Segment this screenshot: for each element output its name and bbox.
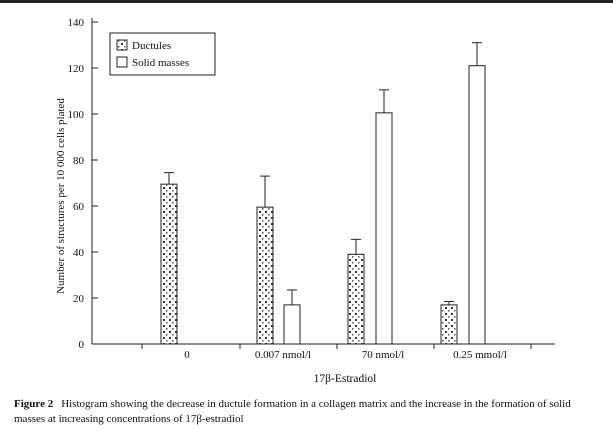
- legend: [110, 33, 215, 75]
- x-tick-label: 70 nmol/l: [361, 349, 405, 361]
- ductules-bar: [441, 305, 457, 344]
- x-tick-label: 0: [184, 349, 190, 361]
- caption-label: Figure 2: [14, 398, 54, 410]
- x-tick-label: 0.25 mmol/l: [453, 349, 507, 361]
- y-tick-label: 140: [67, 17, 84, 29]
- ductules-bar: [348, 254, 364, 344]
- y-tick-label: 20: [73, 293, 84, 305]
- solid-masses-bar: [376, 113, 392, 344]
- bars: [161, 43, 485, 344]
- solid-masses-bar: [284, 305, 300, 344]
- y-tick-label: 40: [73, 247, 84, 259]
- x-axis-title: 17β-Estradiol: [313, 373, 377, 385]
- legend-swatch-solid-masses: [117, 57, 127, 67]
- y-axis-title: Number of structures per 10 000 cells plated: [55, 98, 67, 294]
- y-tick-label: 80: [73, 155, 84, 167]
- legend-swatch-ductules: [117, 40, 127, 50]
- y-tick-label: 100: [67, 109, 84, 121]
- ductules-bar: [161, 184, 177, 344]
- y-tick-label: 120: [67, 63, 84, 75]
- solid-masses-bar: [469, 66, 485, 344]
- y-tick-label: 60: [73, 201, 84, 213]
- figure-caption: [14, 397, 604, 427]
- caption-text: Histogram showing the decrease in ductule formation in a collagen matrix and the increase in the formation of solid masses at increasing concentrations of 17β-estradiol: [14, 398, 571, 425]
- legend-label: Ductules: [132, 40, 172, 52]
- x-tick-label: 0.007 nmol/l: [254, 349, 312, 361]
- y-tick-label: 0: [78, 339, 84, 351]
- legend-label: Solid masses: [132, 57, 190, 69]
- ductules-bar: [257, 207, 273, 344]
